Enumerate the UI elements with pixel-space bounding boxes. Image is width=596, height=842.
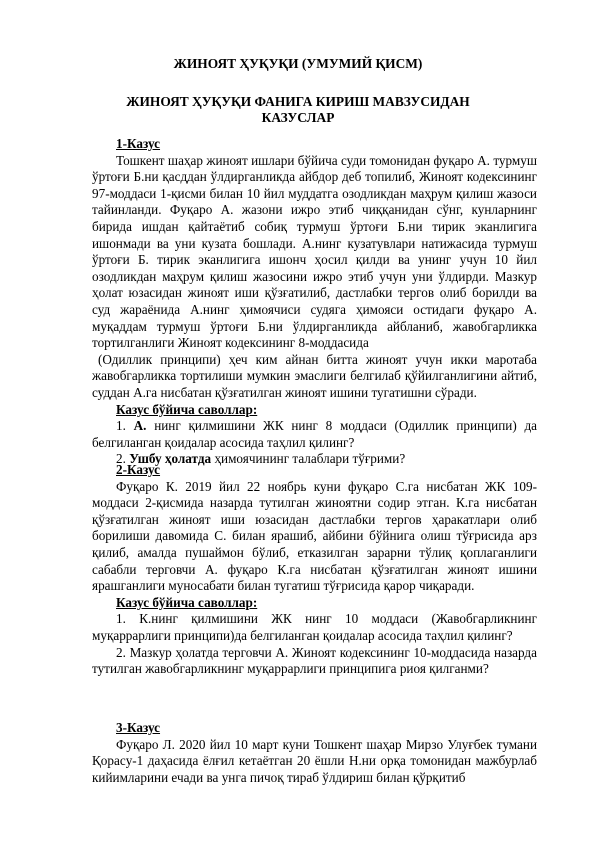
- case-text: Фуқаро Л. 2020 йил 10 март куни Тошкент шаҳар Мирзо Улуғбек тумани Қораcу-1 даҳасида ёлғил кетаётган 20 ёшли Н.ни орқа томонидан мажбурлаб кийимларини ечади ва унга пичоқ тираб ўлдириш билан қўрқитиб: [92, 736, 537, 785]
- case-text: Тошкент шаҳар жиноят ишлари бўйича суди томонидан фуқаро А. турмуш ўртоғи Б.ни қасддан ўлдирганликда айбдор деб топилиб, Жиноят кодексининг 97-моддаси 1-қисми билан 10 йил муддатга озодликдан маҳрум қилиш жазоси тайинланди. Фуқаро А. жазони ижро этиб чиққанидан сўнг, кунларнинг бирида ишдан қайтаётиб собиқ турмуш ўртоғи Б.ни тирик эканлигига ишонмади ва уни кузата бошлади. А.нинг кузатувлари натижасида турмуш ўртоғи Б. тирик эканлигига ишонч ҳосил қилди ва унинг учун 10 йил озодликдан маҳрум қилиш жазосини ижро этиб учун уни ўлдирди. Мазкур ҳолат юзасидан жиноят иши қўзғатилиб, дастлабки тергов олиб борилди ва суд жараёнида А.нинг ҳимоячиси судяга ҳимояси остидаги фуқаро А. муқаддам турмуш ўртоғи Б.ни ўлдирганликда айбланиб, жавобгарликка тортилганлиги Жиноят кодексининг 8-моддасида: [92, 152, 537, 351]
- question-item: [92, 645, 537, 678]
- question-bold: А.: [133, 418, 147, 434]
- case-3: [92, 720, 537, 786]
- case-text-continued: (Одиллик принципи) ҳеч ким айнан битта жиноят учун икки маротаба жавобгарликка тортилиши мумкин эмаслиги белгилаб қўйилганлигини айтиб, суддан А.га нисбатан қўзғатилган жиноят ишини тугатишни сўради.: [92, 351, 537, 400]
- question-number: 1.: [116, 611, 126, 627]
- question-text: нинг қилмишини ЖК нинг 8 моддаси (Одиллик принципи) да белгиланган қоидалар асосида таҳлил қилинг?: [92, 418, 538, 450]
- question-text: Мазкур ҳолатда терговчи А. Жиноят кодексининг 10-моддасида назарда тутилган жавобгарликнинг муқаррарлиги принципига риоя қилганми?: [92, 644, 537, 677]
- section-title-text: ЖИНОЯТ ҲУҚУҚИ ФАНИГА КИРИШ МАВЗУСИДАН КАЗУСЛАР: [126, 94, 470, 126]
- case-title: 2-Казус: [116, 462, 161, 477]
- case-title: 1-Казус: [116, 136, 161, 151]
- case-1: [92, 136, 537, 468]
- main-title: ЖИНОЯТ ҲУҚУҚИ (УМУМИЙ ҚИСМ): [173, 56, 423, 71]
- questions-title: Казус бўйича саволлар:: [116, 594, 258, 610]
- question-bold: Ушбу ҳолатда: [129, 451, 212, 467]
- question-number: 2.: [116, 644, 126, 660]
- case-2: [92, 462, 537, 678]
- case-text: Фуқаро К. 2019 йил 22 ноябрь куни фуқаро С.га нисбатан ЖК 109-моддаси 2-қисмида назарда тутилган жиноятни содир этган. К.га нисбатан қўзғатилган жиноят иши юзасидан дастлабки тергов ҳаракатлари олиб борилиши давомида С. билан ярашиб, айбини бўйнига олиш тўғрисида арз қилиб, амалда пушаймон бўлиб, етказилган зарарни тўлиқ қоплаганлиги сабабли терговчи А. фуқаро К.га нисбатан қўзғатилган жиноят ишини ярашганлиги муносабати билан тугатиш тўғрисида қарор чиқаради.: [92, 478, 537, 594]
- question-number: 1.: [116, 418, 126, 434]
- question-text: ҳимоячининг талаблари тўғрими?: [214, 451, 406, 467]
- case-title: 3-Казус: [116, 720, 161, 735]
- questions-title: Казус бўйича саволлар:: [116, 401, 258, 417]
- question-item: [92, 611, 537, 644]
- section-title: [0, 94, 596, 127]
- question-item: [92, 418, 537, 451]
- question-text: К.нинг қилмишини ЖК нинг 10 моддаси (Жавобгарликнинг муқаррарлиги принципи)да белгиланган қоидалар асосида таҳлил қилинг?: [92, 611, 537, 643]
- question-number: 2.: [116, 451, 126, 467]
